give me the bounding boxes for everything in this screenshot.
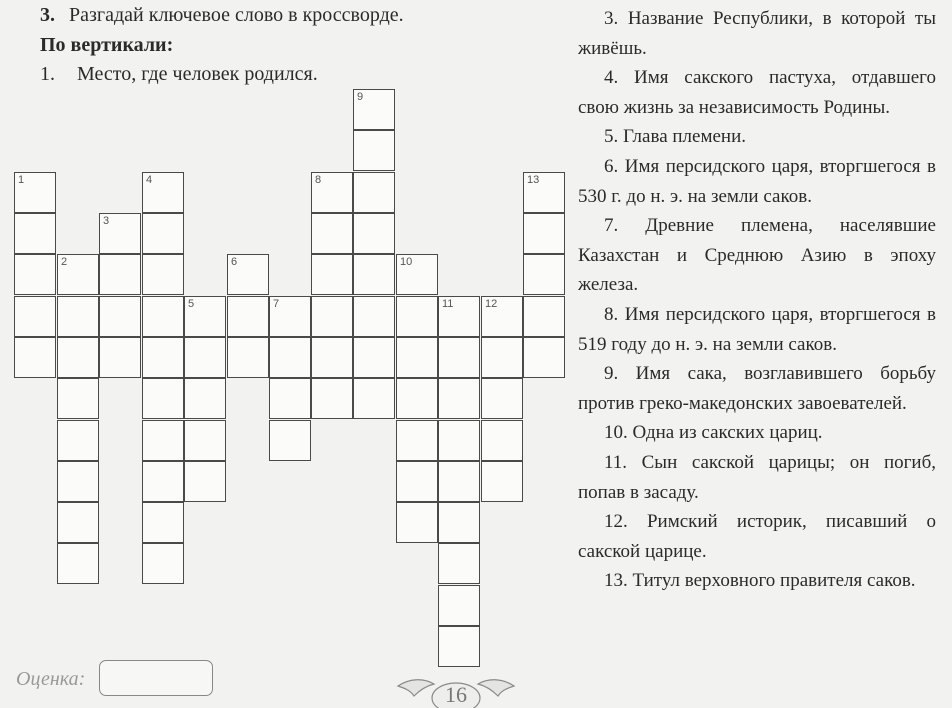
crossword-cell[interactable] [142,502,184,543]
crossword-cell[interactable] [99,213,141,254]
crossword-cell[interactable] [269,337,311,378]
crossword-cell[interactable] [311,296,353,337]
cell-number: 4 [146,174,153,186]
crossword-cell[interactable] [353,337,395,378]
crossword-cell[interactable] [269,420,311,461]
clue-3: 3. Название Республики, в которой ты живёшь. [578,8,936,59]
cell-number: 8 [315,174,322,186]
cell-number: 10 [400,256,413,268]
cell-number: 7 [273,298,280,310]
crossword-cell[interactable] [142,337,184,378]
crossword-cell[interactable] [14,254,56,295]
crossword-cell[interactable] [14,337,56,378]
crossword-cell[interactable] [481,337,523,378]
crossword-cell[interactable] [438,296,480,337]
cell-number: 2 [61,256,68,268]
crossword-cell[interactable] [142,420,184,461]
crossword-cell[interactable] [142,213,184,254]
crossword-cell[interactable] [438,585,480,626]
crossword-cell[interactable] [99,296,141,337]
crossword-cell[interactable] [14,213,56,254]
crossword-cell[interactable] [438,378,480,419]
crossword-cell[interactable] [481,461,523,502]
clue-5: 5. Глава племени. [604,126,746,148]
crossword-cell[interactable] [14,172,56,213]
cell-number: 6 [231,256,238,268]
crossword-cell[interactable] [396,378,438,419]
crossword-cell[interactable] [438,626,480,667]
crossword-cell[interactable] [227,296,269,337]
crossword-cell[interactable] [396,254,438,295]
crossword-cell[interactable] [481,378,523,419]
crossword-cell[interactable] [396,296,438,337]
crossword-cell[interactable] [438,461,480,502]
crossword-cell[interactable] [227,254,269,295]
cell-number: 11 [442,298,454,310]
crossword-cell[interactable] [396,337,438,378]
clue-7: 7. Древние племена, населявшие Казахстан и Среднюю Азию в эпоху железа. [578,215,936,296]
crossword-cell[interactable] [57,543,99,584]
crossword-cell[interactable] [523,213,565,254]
crossword-cell[interactable] [142,254,184,295]
crossword-cell[interactable] [523,337,565,378]
clue-9: 9. Имя сака, возглавившего борьбу против греко-македонских завоевателей. [578,363,936,414]
crossword-cell[interactable] [57,502,99,543]
clue-6: 6. Имя персидского царя, вторгшегося в 530 г. до н. э. на земли саков. [578,155,936,207]
crossword-cell[interactable] [57,254,99,295]
clue-1-text: Место, где человек родился. [77,63,318,85]
crossword-cell[interactable] [481,296,523,337]
clue-4: 4. Имя сакского пастуха, отдавшего свою жизнь за независимость Родины. [578,67,936,118]
cell-number: 1 [18,174,25,186]
crossword-cell[interactable] [184,420,226,461]
crossword-cell[interactable] [142,172,184,213]
crossword-cell[interactable] [142,378,184,419]
page-number: 16 [445,682,467,707]
clues-list [578,4,936,596]
crossword-cell[interactable] [438,337,480,378]
score-label: Оценка: [16,668,86,690]
crossword-cell[interactable] [184,461,226,502]
crossword-cell[interactable] [142,543,184,584]
crossword-cell[interactable] [57,296,99,337]
task-text: Разгадай ключевое слово в кроссворде. [69,4,404,26]
crossword-cell[interactable] [438,420,480,461]
crossword-cell[interactable] [57,420,99,461]
crossword-cell[interactable] [353,130,395,171]
crossword-cell[interactable] [438,502,480,543]
crossword-cell[interactable] [142,296,184,337]
clue-1 [40,63,318,86]
cell-number: 12 [485,298,498,310]
crossword-cell[interactable] [142,461,184,502]
clue-12: 12. Римский историк, писавший о сакской царице. [578,511,936,562]
crossword-cell[interactable] [269,378,311,419]
cell-number: 3 [103,215,110,227]
crossword-cell[interactable] [57,337,99,378]
crossword-cell[interactable] [523,172,565,213]
crossword-cell[interactable] [184,296,226,337]
clue-13: 13. Титул верховного правителя саков. [604,570,916,592]
crossword-cell[interactable] [396,461,438,502]
vertical-heading: По вертикали: [40,34,174,56]
crossword-cell[interactable] [269,296,311,337]
crossword-cell[interactable] [353,172,395,213]
task-number: 3. [40,4,55,26]
crossword-cell[interactable] [14,296,56,337]
crossword-cell[interactable] [523,254,565,295]
crossword-cell[interactable] [311,378,353,419]
crossword-cell[interactable] [184,378,226,419]
crossword-cell[interactable] [311,213,353,254]
crossword-cell[interactable] [353,296,395,337]
crossword-cell[interactable] [481,420,523,461]
cell-number: 13 [527,174,540,186]
crossword-cell[interactable] [311,172,353,213]
crossword-cell[interactable] [99,337,141,378]
crossword-cell[interactable] [353,378,395,419]
crossword-cell[interactable] [311,337,353,378]
crossword-cell[interactable] [438,543,480,584]
crossword-cell[interactable] [57,378,99,419]
crossword-cell[interactable] [184,337,226,378]
task-heading [40,4,404,27]
crossword-cell[interactable] [523,296,565,337]
crossword-cell[interactable] [353,254,395,295]
clue-8: 8. Имя персидского царя, вторгшегося в 519 году до н. э. на земли саков. [578,303,936,355]
crossword-cell[interactable] [353,89,395,130]
crossword-cell[interactable] [396,502,438,543]
crossword-cell[interactable] [396,420,438,461]
crossword-cell[interactable] [227,337,269,378]
clue-11: 11. Сын сакской царицы; он погиб, попав в засаду. [578,451,936,503]
crossword-cell[interactable] [353,213,395,254]
cell-number: 5 [188,298,195,310]
crossword-cell[interactable] [99,254,141,295]
cell-number: 9 [357,91,364,103]
clue-1-number: 1. [40,63,55,85]
crossword-cell[interactable] [311,254,353,295]
score-box[interactable] [99,660,213,696]
clue-10: 10. Одна из сакских цариц. [604,422,823,444]
crossword-cell[interactable] [57,461,99,502]
